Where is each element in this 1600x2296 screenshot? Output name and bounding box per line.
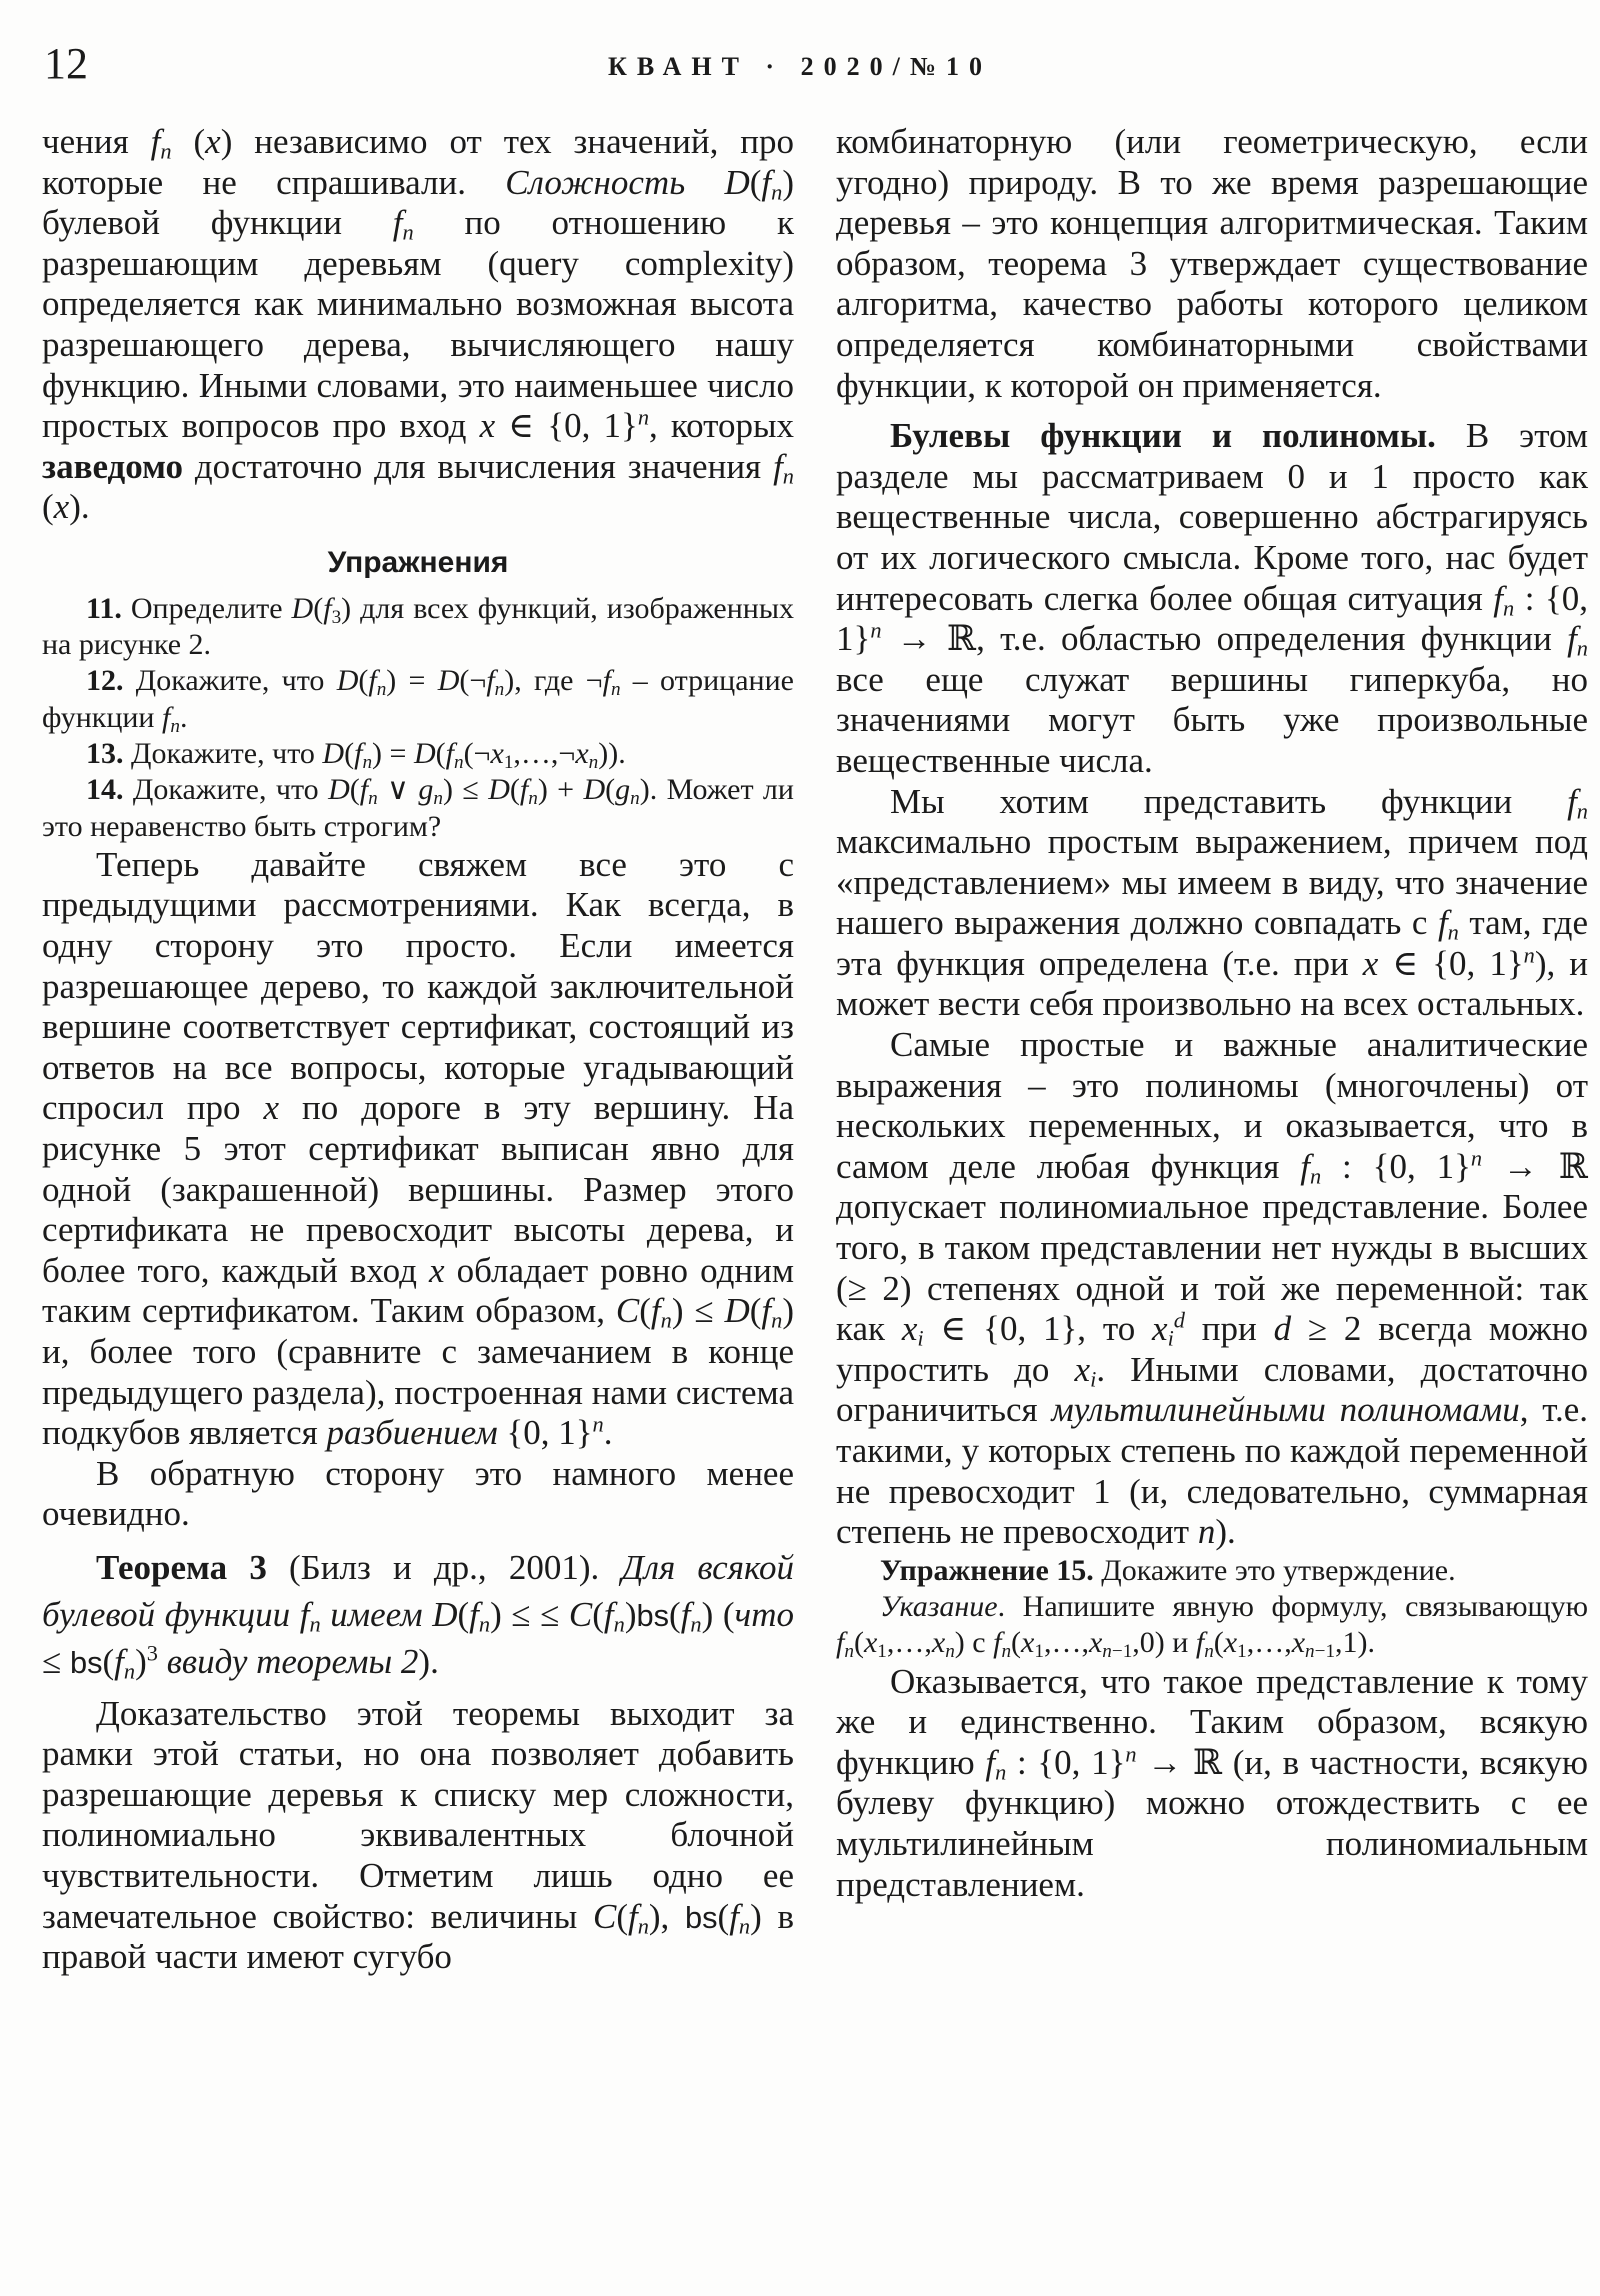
body-paragraph: Теперь давайте свяжем все это с предыдущими рассмотрениями. Как всегда, в одну сторону это просто. Если имеется разрешающее дерево, то каждой заключительной вершине соответствует сертификат, состоящий из ответов на все вопросы, которые угадывающий спросил про x по дороге в эту вершину. На рисунке 5 этот сертификат выписан явно для одной (закрашенной) вершины. Размер этого сертификата не превосходит высоты дерева, и более того, каждый вход x обладает ровно одним таким сертификатом. Таким образом, $C(f_n) \le D(f_n)$ и, более того (сравните с замечанием в конце предыдущего раздела), построенная нами система подкубов является разбиением {0, 1}$^n$. (42, 844, 794, 1453)
left-column (42, 122, 794, 1978)
theorem-3-paragraph: Теорема 3 (Билз и др., 2001). Для всякой булевой функции $f_n$ имеем $D(f_n)$ ≤ ≤ $C(f_n)bs(f_n) (что \le bs(f_n)^3$ ввиду теоремы 2). (42, 1547, 795, 1684)
page-number: 12 (44, 39, 88, 88)
journal-header: КВАНТ · 2020/№10 (608, 52, 992, 81)
body-paragraph: Самые простые и важные аналитические выражения – это полиномы (многочлены) от нескольких переменных, и оказывается, что в самом деле любая функция $f_n$ : {0, 1}$^n$ → ℝ допускает полиномиальное представление. Более того, в таком представлении нет нужды в высших (≥ 2) степенях одной и той же переменной: так как $x_i$ ∈ {0, 1}, то $x_i^d$ при d ≥ 2 всегда можно упростить до $x_i$. Иными словами, достаточно ограничиться мультилинейными полиномами, т.е. такими, у которых степень по каждой переменной не превосходит 1 (и, следовательно, суммарная степень не превосходит n). (836, 1025, 1589, 1552)
body-paragraph: Доказательство этой теоремы выходит за рамки этой статьи, но она позволяет добавить разрешающие деревья к списку мер сложности, полиномиально эквивалентных блочной чувствительности. Отметим лишь одно ее замечательное свойство: величины $C(f_n)$, $bs(f_n)$ в правой части имеют сугубо (42, 1693, 794, 1977)
exercise-15-hint: Указание. Напишите явную формулу, связывающую $f_n(x_1,\dots,x_n)$ с $f_n(x_1,\dots,x_{n-1},0)$ и $f_n(x_1,\dots,x_{n-1},1)$. (836, 1590, 1588, 1663)
exercise-14: 14. Докажите, что $D(f_n$ ∨ $g_n) \le D(f_n) + D(g_n)$. Может ли это неравенство быть строгим? (42, 773, 794, 843)
exercise-11: 11. Определите $D(f_3)$ для всех функций, изображенных на рисунке 2. (42, 591, 794, 662)
exercise-15: Упражнение 15. Докажите это утверждение. (880, 1553, 1456, 1587)
exercise-12: 12. Докажите, что $D(f_n)$ = $D(\neg f_n)$, где $\neg f_n$ – отрицание функции $f_n$. (42, 664, 794, 737)
body-paragraph-continuation: комбинаторную (или геометрическую, если угодно) природу. В то же время разрешающие деревья – это концепция алгоритмическая. Таким образом, теорема 3 утверждает существование алгоритма, качество работы которого целиком определяется комбинаторными свойствами функции, к которой он применяется. (836, 122, 1588, 405)
body-paragraph-continuation: чения $f_n$ (x) независимо от тех значений, про которые не спрашивали. Сложность $D(f_n)$ булевой функции $f_n$ по отношению к разрешающим деревьям (query complexity) определяется как минимально возможная высота разрешающего дерева, вычисляющего нашу функцию. Иными словами, это наименьшее число простых вопросов про вход x ∈ {0, 1}$^n$, которых заведомо достаточно для вычисления значения $f_n$ (x). (42, 122, 795, 527)
body-paragraph: Оказывается, что такое представление к тому же и единственно. Таким образом, всякую функцию $f_n$ : {0, 1}$^n$ → ℝ (и, в частности, всякую булеву функцию) можно отождествить с ее мультилинейным полиномиальным представлением. (836, 1661, 1588, 1904)
section-paragraph-boolean-functions-and-polynomials: Булевы функции и полиномы. В этом разделе мы рассматриваем 0 и 1 просто как вещественные числа, совершенно абстрагируясь от их логического смысла. Кроме того, нас будет интересовать слегка более общая ситуация $f_n$ : {0, 1}$^n$ → ℝ, т.е. областью определения функции $f_n$ все еще служат вершины гиперкуба, но значениями могут быть уже произвольные вещественные числа. (836, 416, 1589, 780)
exercise-13: 13. Докажите, что $D(f_n)$ = $D(f_n(\neg x_1,\dots,\neg x_n))$. (86, 736, 626, 773)
exercises-heading: Упражнения (327, 545, 509, 579)
body-paragraph: В обратную сторону это намного менее очевидно. (42, 1453, 794, 1534)
body-paragraph: Мы хотим представить функции $f_n$ максимально простым выражением, причем под «представлением» мы имеем в виду, что значение нашего выражения должно совпадать с $f_n$ там, где эта функция определена (т.е. при x ∈ {0, 1}$^n$), и может вести себя произвольно на всех остальных. (836, 781, 1589, 1024)
right-column (836, 122, 1588, 1905)
